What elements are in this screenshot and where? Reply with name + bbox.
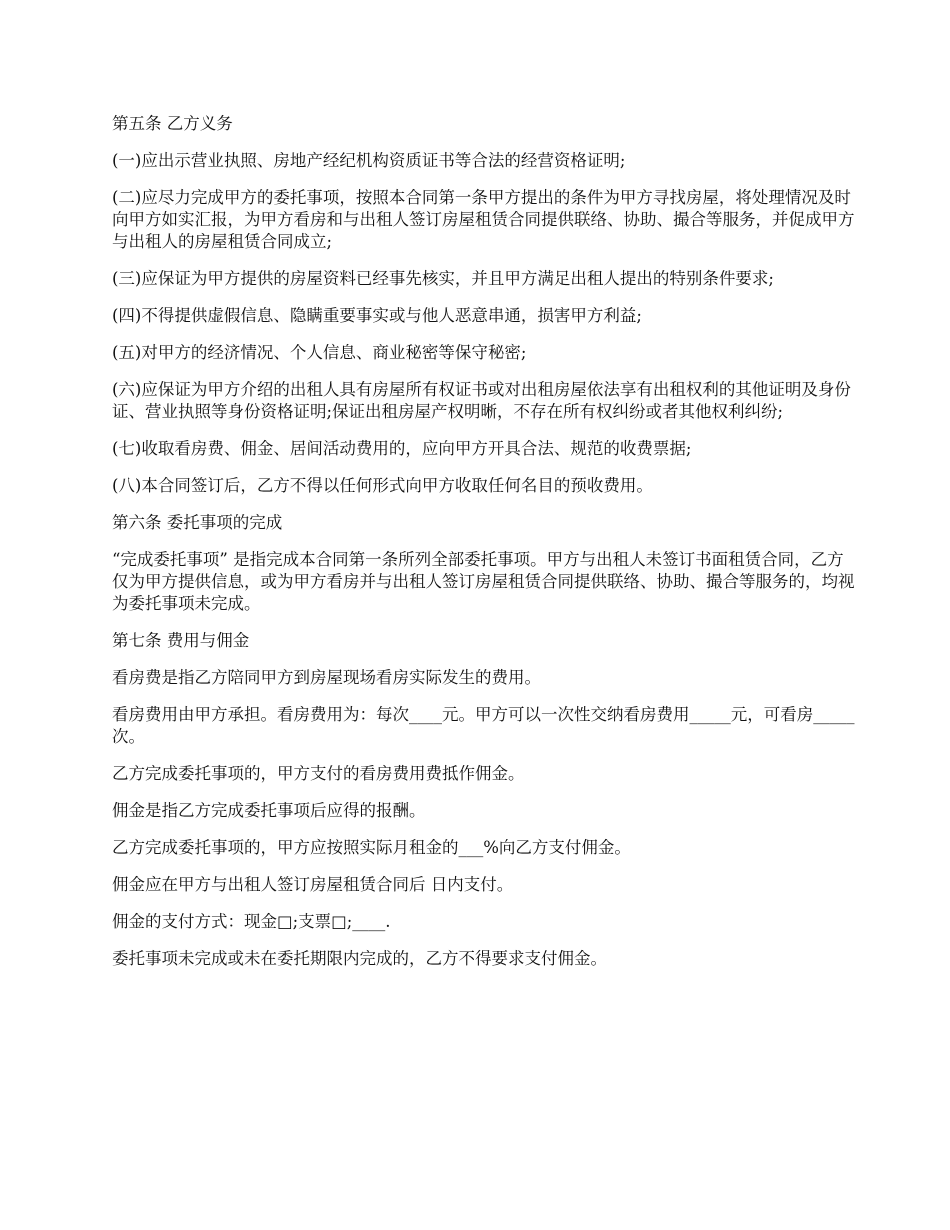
viewing-fee-definition: 看房费是指乙方陪同甲方到房屋现场看房实际发生的费用。 [112,668,541,687]
document-body [112,113,857,985]
clause-5: (五)对甲方的经济情况、个人信息、商业秘密等保守秘密; [112,343,527,362]
clause-3: (三)应保证为甲方提供的房屋资料已经事先核实，并且甲方满足出租人提出的特别条件要求; [112,269,774,288]
clause-4: (四)不得提供虚假信息、隐瞒重要事实或与他人恶意串通，损害甲方利益; [112,306,642,325]
commission-definition: 佣金是指乙方完成委托事项后应得的报酬。 [112,801,426,820]
viewing-fee-amount: 看房费用由甲方承担。看房费用为：每次____元。甲方可以一次性交纳看房费用_____元，可看房_____次。 [112,705,855,746]
viewing-fee-offset: 乙方完成委托事项的，甲方支付的看房费用费抵作佣金。 [112,764,525,783]
clause-2: (二)应尽力完成甲方的委托事项，按照本合同第一条甲方提出的条件为甲方寻找房屋，将处理情况及时向甲方如实汇报，为甲方看房和与出租人签订房屋租赁合同提供联络、协助、撮合等服务，并促成甲方与出租人的房屋租赁合同成立; [112,188,855,251]
completion-definition: “完成委托事项” 是指完成本合同第一条所列全部委托事项。甲方与出租人未签订书面租赁合同，乙方仅为甲方提供信息，或为甲方看房并与出租人签订房屋租赁合同提供联络、协助、撮合等服务的，均视为委托事项未完成。 [112,550,855,613]
section-heading-article-7: 第七条 费用与佣金 [112,631,250,650]
payment-method: 佣金的支付方式：现金□;支票□;____. [112,912,391,931]
clause-6: (六)应保证为甲方介绍的出租人具有房屋所有权证书或对出租房屋依法享有出租权利的其他证明及身份证、营业执照等身份资格证明;保证出租房屋产权明晰，不存在所有权纠纷或者其他权利纠纷; [112,380,851,421]
section-heading-article-6: 第六条 委托事项的完成 [112,513,283,532]
section-heading-article-5: 第五条 乙方义务 [112,114,233,133]
commission-rate: 乙方完成委托事项的，甲方应按照实际月租金的___%向乙方支付佣金。 [112,838,631,857]
clause-7: (七)收取看房费、佣金、居间活动费用的，应向甲方开具合法、规范的收费票据; [112,439,692,458]
commission-not-payable: 委托事项未完成或未在委托期限内完成的，乙方不得要求支付佣金。 [112,949,607,968]
clause-8: (八)本合同签订后，乙方不得以任何形式向甲方收取任何名目的预收费用。 [112,476,653,495]
commission-deadline: 佣金应在甲方与出租人签订房屋租赁合同后 日内支付。 [112,875,514,894]
clause-1: (一)应出示营业执照、房地产经纪机构资质证书等合法的经营资格证明; [112,151,626,170]
